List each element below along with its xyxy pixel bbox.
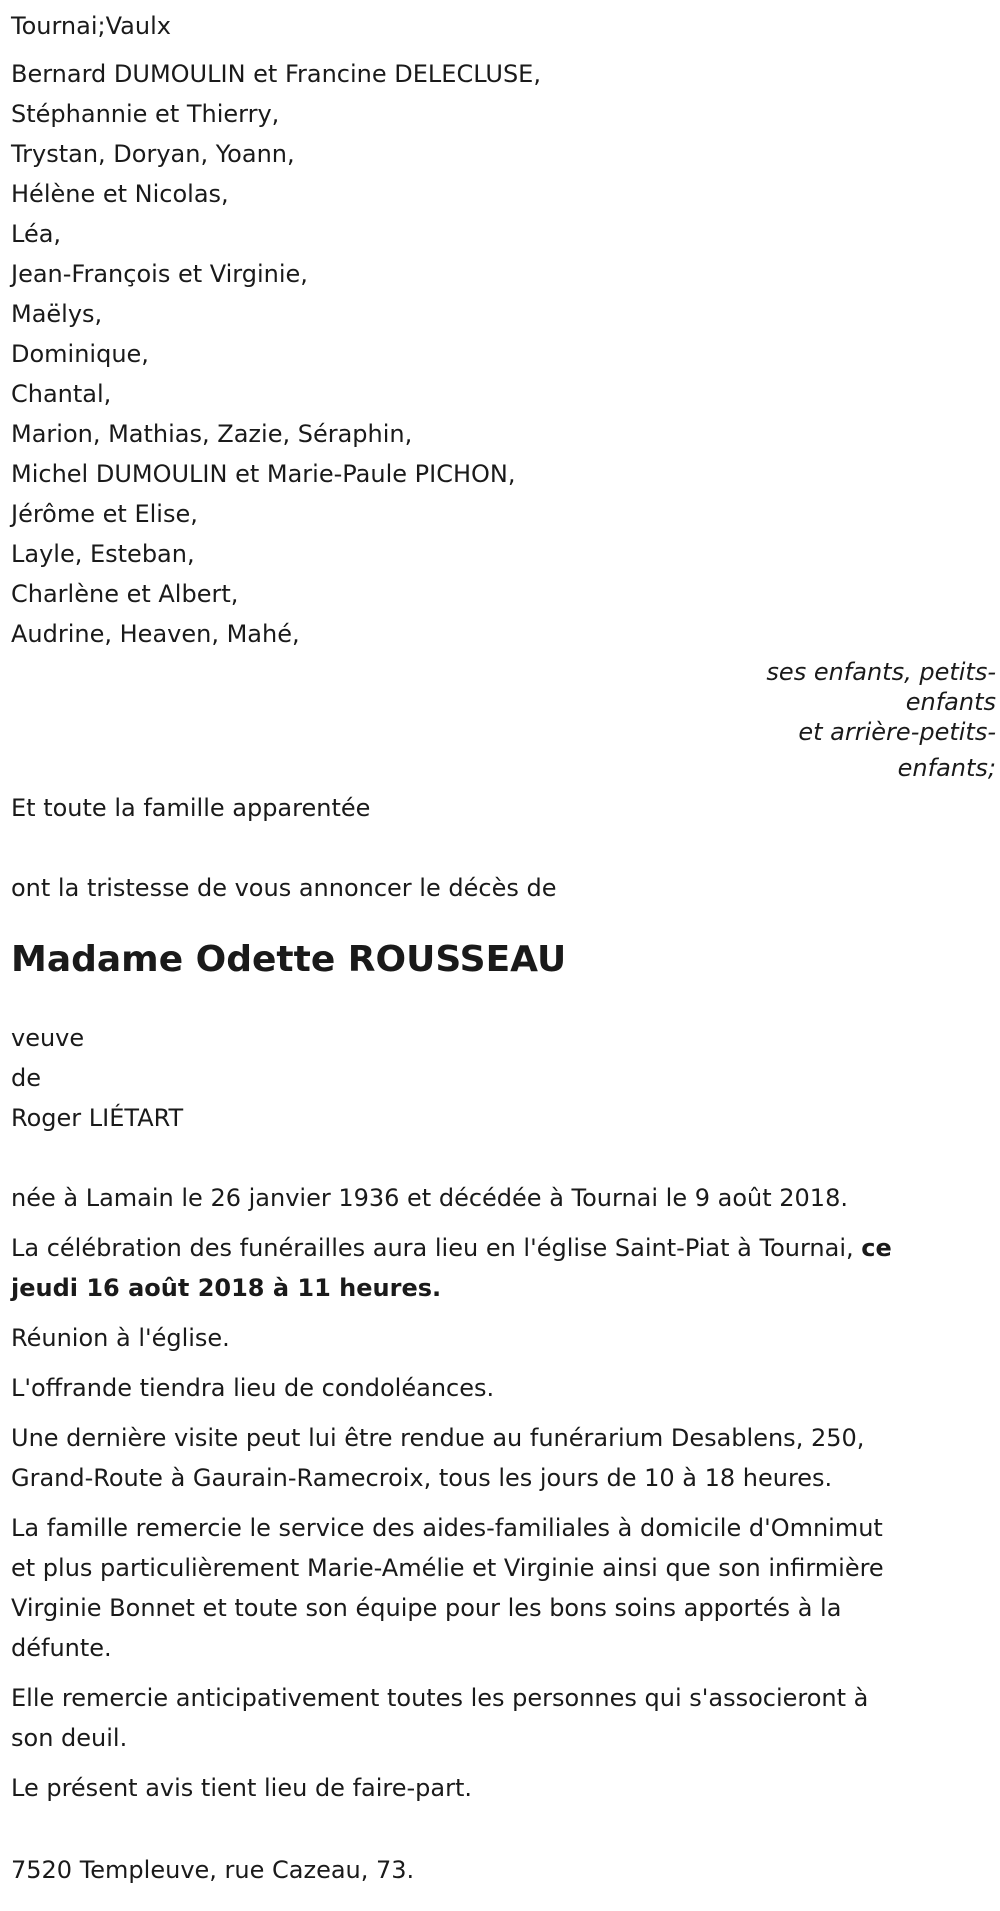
family-member: Charlène et Albert,	[11, 580, 239, 608]
meeting-info: Réunion à l'église.	[11, 1324, 230, 1352]
thanks-line: défunte.	[11, 1634, 112, 1662]
family-member: Bernard DUMOULIN et Francine DELECLUSE,	[11, 60, 541, 88]
family-member: Michel DUMOULIN et Marie-Paule PICHON,	[11, 460, 516, 488]
notice-info: Le présent avis tient lieu de faire-part.	[11, 1774, 473, 1802]
visit-info	[11, 1418, 996, 1498]
obituary-notice	[11, 6, 996, 1900]
relation-line: et arrière-petits-	[798, 718, 996, 746]
relation-line: ses enfants, petits-	[766, 658, 996, 686]
deceased-name: Madame Odette ROUSSEAU	[11, 939, 567, 980]
family-member: Audrine, Heaven, Mahé,	[11, 620, 300, 648]
family-member: Marion, Mathias, Zazie, Séraphin,	[11, 420, 413, 448]
anticipation-line: son deuil.	[11, 1724, 128, 1752]
address: 7520 Templeuve, rue Cazeau, 73.	[11, 1856, 415, 1884]
visit-line: Grand-Route à Gaurain-Ramecroix, tous les jours de 10 à 18 heures.	[11, 1464, 833, 1492]
family-member: Jérôme et Elise,	[11, 500, 198, 528]
birth-death-dates: née à Lamain le 26 janvier 1936 et décédée à Tournai le 9 août 2018.	[11, 1184, 848, 1212]
spouse-name: Roger LIÉTART	[11, 1104, 184, 1132]
location: Tournai;Vaulx	[11, 12, 171, 40]
anticipation-line: Elle remercie anticipativement toutes les personnes qui s'associeront à	[11, 1684, 869, 1712]
thanks-line: Virginie Bonnet et toute son équipe pour les bons soins apportés à la	[11, 1594, 842, 1622]
offering-info: L'offrande tiendra lieu de condoléances.	[11, 1374, 495, 1402]
family-member: Maëlys,	[11, 300, 103, 328]
family-member: Layle, Esteban,	[11, 540, 195, 568]
family-member: Dominique,	[11, 340, 149, 368]
family-member: Hélène et Nicolas,	[11, 180, 229, 208]
ceremony-text: La célébration des funérailles aura lieu en l'église Saint-Piat à Tournai,	[11, 1234, 862, 1262]
family-member: Trystan, Doryan, Yoann,	[11, 140, 295, 168]
widow-of	[11, 1018, 996, 1138]
relation-line: enfants	[905, 688, 996, 716]
relation-line: enfants;	[897, 754, 996, 782]
family-member: Jean-François et Virginie,	[11, 260, 308, 288]
ceremony-date-start: ce	[861, 1234, 892, 1262]
thanks-info	[11, 1508, 996, 1668]
anticipation-info	[11, 1678, 996, 1758]
family-member: Chantal,	[11, 380, 112, 408]
thanks-line: La famille remercie le service des aides-familiales à domicile d'Omnimut	[11, 1514, 883, 1542]
family-member: Léa,	[11, 220, 62, 248]
widow-line: de	[11, 1064, 41, 1092]
extended-family: Et toute la famille apparentée	[11, 794, 371, 822]
family-relation	[11, 652, 996, 788]
widow-line: veuve	[11, 1024, 85, 1052]
announcement: ont la tristesse de vous annoncer le décès de	[11, 874, 557, 902]
ceremony-date: jeudi 16 août 2018 à 11 heures.	[11, 1274, 442, 1302]
ceremony-details	[11, 1228, 996, 1308]
family-list	[11, 54, 996, 654]
thanks-line: et plus particulièrement Marie-Amélie et Virginie ainsi que son infirmière	[11, 1554, 884, 1582]
family-member: Stéphannie et Thierry,	[11, 100, 280, 128]
visit-line: Une dernière visite peut lui être rendue au funérarium Desablens, 250,	[11, 1424, 865, 1452]
